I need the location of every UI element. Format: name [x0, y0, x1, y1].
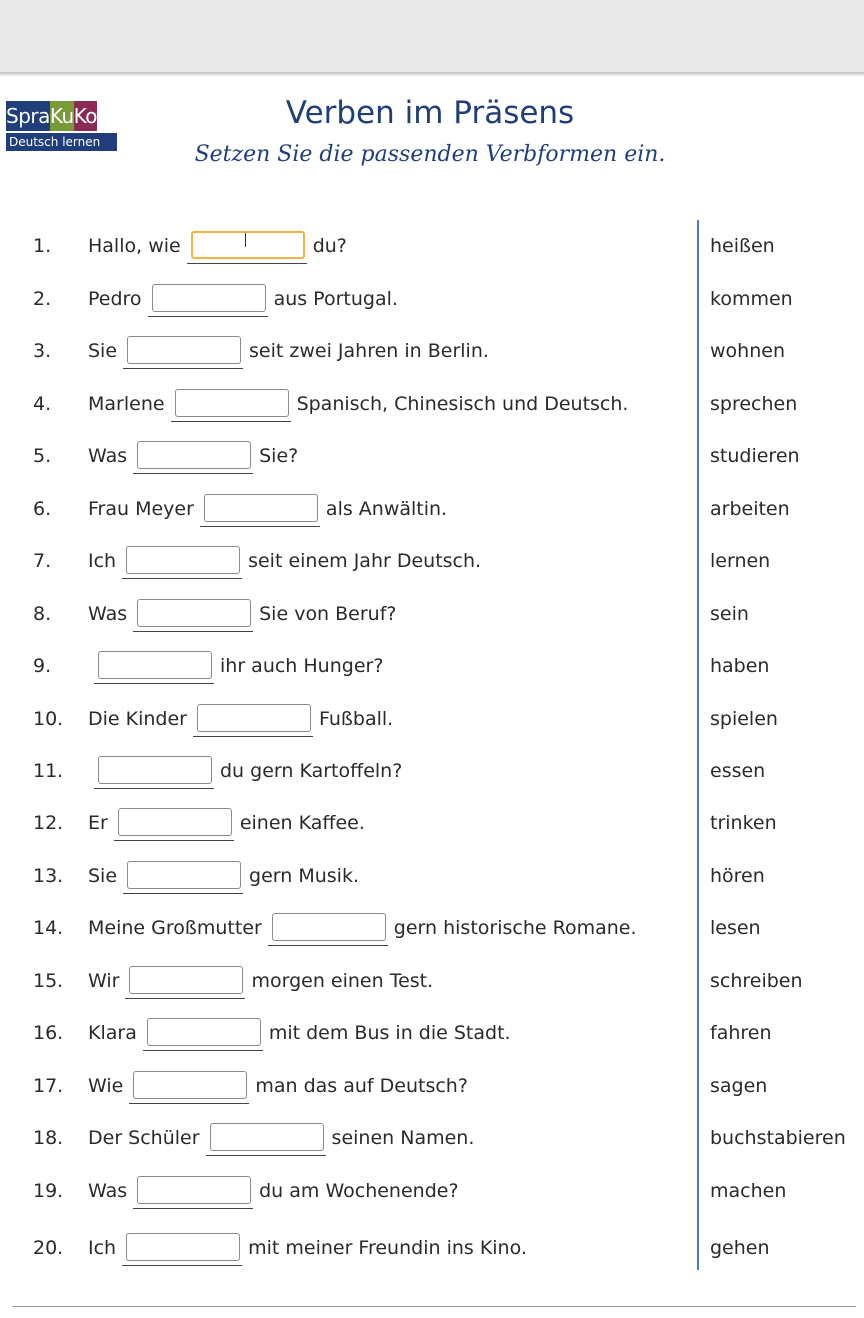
verb-answer-input[interactable] [175, 389, 289, 417]
verb-answer-input[interactable] [272, 913, 386, 941]
verb-answer-input[interactable] [126, 546, 240, 574]
infinitive-verb: hören [710, 865, 765, 887]
sentence-before-gap: Sie [88, 865, 118, 887]
sentence-after-gap: gern Musik. [249, 865, 359, 887]
sentence-before-gap: Sie [88, 340, 118, 362]
exercise-row [0, 1066, 864, 1106]
top-band-shadow [0, 72, 864, 77]
answer-gap [94, 754, 214, 789]
verb-answer-input[interactable] [137, 441, 251, 469]
exercise-number: 10. [33, 708, 64, 730]
exercise-row [0, 751, 864, 791]
exercise-row [0, 856, 864, 896]
infinitive-verb: wohnen [710, 340, 785, 362]
exercise-row [0, 489, 864, 529]
text-cursor [245, 233, 246, 247]
answer-gap [94, 649, 214, 684]
exercise-sentence [88, 1228, 527, 1268]
exercise-row [0, 436, 864, 476]
exercise-sentence [88, 803, 365, 843]
exercise-number: 14. [33, 917, 64, 939]
infinitive-verb: sprechen [710, 393, 798, 415]
sentence-after-gap: Sie? [259, 445, 299, 467]
answer-gap [123, 334, 243, 369]
exercise-row [0, 384, 864, 424]
exercise-number: 18. [33, 1127, 64, 1149]
sentence-before-gap: Pedro [88, 288, 142, 310]
infinitive-verb: lesen [710, 917, 761, 939]
infinitive-verb: schreiben [710, 970, 803, 992]
sentence-before-gap: Ich [88, 1237, 117, 1259]
sentence-after-gap: man das auf Deutsch? [255, 1075, 468, 1097]
exercise-sentence [88, 279, 398, 319]
sentence-before-gap: Was [88, 1180, 128, 1202]
exercise-sentence [88, 646, 383, 686]
exercise-row [0, 699, 864, 739]
sentence-before-gap: Wie [88, 1075, 124, 1097]
sentence-before-gap: Was [88, 603, 128, 625]
exercise-sentence [88, 1171, 459, 1211]
logo-wordmark [6, 101, 117, 131]
exercise-number: 15. [33, 970, 64, 992]
verb-answer-input[interactable] [210, 1123, 324, 1151]
top-gray-band [0, 0, 864, 72]
sentence-before-gap: Frau Meyer [88, 498, 194, 520]
exercise-sentence [88, 331, 489, 371]
instruction-text: Setzen Sie die passenden Verbformen ein. [194, 142, 666, 167]
infinitive-verb: kommen [710, 288, 793, 310]
answer-gap [200, 492, 320, 527]
verb-answer-input[interactable] [204, 494, 318, 522]
logo-subtitle: Deutsch lernen [6, 133, 117, 151]
sentence-after-gap: einen Kaffee. [239, 812, 365, 834]
verb-answer-input[interactable] [127, 861, 241, 889]
sentence-before-gap: Die Kinder [88, 708, 187, 730]
verb-answer-input[interactable] [118, 808, 232, 836]
answer-gap [171, 387, 291, 422]
infinitive-verb: arbeiten [710, 498, 790, 520]
exercise-sentence [88, 436, 298, 476]
logo-segment-ku: Ku [50, 101, 74, 131]
sentence-after-gap: gern historische Romane. [393, 917, 637, 939]
sentence-after-gap: Spanisch, Chinesisch und Deutsch. [296, 393, 629, 415]
exercise-number: 17. [33, 1075, 64, 1097]
exercise-row [0, 1171, 864, 1211]
exercise-sentence [88, 594, 397, 634]
answer-gap [114, 806, 234, 841]
verb-answer-input[interactable] [98, 756, 212, 784]
exercise-number: 20. [33, 1237, 64, 1259]
answer-gap [187, 229, 307, 264]
answer-gap [148, 282, 268, 317]
exercise-number: 12. [33, 812, 64, 834]
verb-answer-input[interactable] [137, 1176, 251, 1204]
exercise-row [0, 908, 864, 948]
answer-gap [206, 1121, 326, 1156]
infinitive-verb: gehen [710, 1237, 770, 1259]
answer-gap [123, 859, 243, 894]
sentence-after-gap: als Anwältin. [325, 498, 448, 520]
verb-answer-input[interactable] [133, 1071, 247, 1099]
sentence-after-gap: seit einem Jahr Deutsch. [248, 550, 482, 572]
exercise-row [0, 646, 864, 686]
verb-answer-input[interactable] [98, 651, 212, 679]
exercise-row [0, 1013, 864, 1053]
sentence-after-gap: aus Portugal. [273, 288, 398, 310]
infinitive-verb: heißen [710, 235, 775, 257]
verb-answer-input[interactable] [147, 1018, 261, 1046]
sentence-before-gap: Was [88, 445, 128, 467]
sentence-before-gap: Marlene [88, 393, 165, 415]
sentence-before-gap: Ich [88, 550, 117, 572]
logo-segment-spra: Spra [6, 101, 50, 131]
infinitive-verb: sagen [710, 1075, 768, 1097]
exercise-sentence [88, 699, 393, 739]
verb-answer-input[interactable] [137, 599, 251, 627]
sentence-before-gap: Hallo, wie [88, 235, 181, 257]
sentence-before-gap: Er [88, 812, 108, 834]
answer-gap [122, 544, 242, 579]
exercise-number: 9. [33, 655, 52, 677]
bottom-divider [12, 1306, 856, 1307]
verb-answer-input[interactable] [129, 966, 243, 994]
sentence-before-gap: Wir [88, 970, 120, 992]
verb-column-divider [697, 220, 699, 1270]
exercise-sentence [88, 1118, 474, 1158]
exercise-sentence [88, 961, 433, 1001]
exercise-sentence [88, 226, 347, 266]
verb-answer-input[interactable] [197, 704, 311, 732]
sentence-after-gap: du am Wochenende? [259, 1180, 459, 1202]
exercise-number: 7. [33, 550, 52, 572]
exercise-sentence [88, 489, 447, 529]
sentence-after-gap: Sie von Beruf? [259, 603, 397, 625]
infinitive-verb: spielen [710, 708, 778, 730]
verb-answer-input[interactable] [126, 1233, 240, 1261]
sentence-after-gap: du? [312, 235, 347, 257]
exercise-row [0, 1118, 864, 1158]
logo-segment-ko: Ko [74, 101, 97, 131]
exercise-row [0, 961, 864, 1001]
sentence-after-gap: seit zwei Jahren in Berlin. [249, 340, 489, 362]
exercise-row [0, 331, 864, 371]
sentence-after-gap: du gern Kartoffeln? [220, 760, 403, 782]
infinitive-verb: trinken [710, 812, 777, 834]
exercise-number: 6. [33, 498, 52, 520]
exercise-row [0, 279, 864, 319]
sentence-after-gap: mit meiner Freundin ins Kino. [248, 1237, 527, 1259]
exercise-sentence [88, 1066, 468, 1106]
infinitive-verb: buchstabieren [710, 1127, 846, 1149]
exercise-number: 4. [33, 393, 52, 415]
answer-gap [125, 964, 245, 999]
exercise-row [0, 1228, 864, 1268]
infinitive-verb: essen [710, 760, 766, 782]
verb-answer-input[interactable] [191, 231, 305, 259]
sprakuko-logo [6, 101, 117, 153]
answer-gap [143, 1016, 263, 1051]
exercise-sentence [88, 751, 402, 791]
answer-gap [122, 1231, 242, 1266]
sentence-after-gap: ihr auch Hunger? [220, 655, 384, 677]
exercise-sentence [88, 908, 637, 948]
infinitive-verb: sein [710, 603, 749, 625]
answer-gap [133, 597, 253, 632]
infinitive-verb: studieren [710, 445, 800, 467]
answer-gap [133, 1174, 253, 1209]
sentence-before-gap: Meine Großmutter [88, 917, 262, 939]
exercise-sentence [88, 541, 481, 581]
page-title: Verben im Präsens [285, 95, 575, 131]
sentence-after-gap: morgen einen Test. [251, 970, 434, 992]
exercise-number: 5. [33, 445, 52, 467]
exercise-number: 8. [33, 603, 52, 625]
exercise-row [0, 226, 864, 266]
infinitive-verb: lernen [710, 550, 771, 572]
exercise-number: 3. [33, 340, 52, 362]
sentence-after-gap: mit dem Bus in die Stadt. [268, 1022, 511, 1044]
sentence-after-gap: Fußball. [318, 708, 394, 730]
verb-answer-input[interactable] [127, 336, 241, 364]
answer-gap [133, 439, 253, 474]
exercise-sentence [88, 856, 359, 896]
exercise-sentence [88, 1013, 511, 1053]
infinitive-verb: haben [710, 655, 770, 677]
exercise-number: 11. [33, 760, 64, 782]
exercise-number: 16. [33, 1022, 64, 1044]
infinitive-verb: machen [710, 1180, 787, 1202]
exercise-number: 2. [33, 288, 52, 310]
answer-gap [129, 1069, 249, 1104]
sentence-before-gap: Der Schüler [88, 1127, 200, 1149]
exercise-row [0, 541, 864, 581]
exercise-row [0, 803, 864, 843]
answer-gap [193, 702, 313, 737]
sentence-after-gap: seinen Namen. [331, 1127, 475, 1149]
answer-gap [268, 911, 388, 946]
exercise-sentence [88, 384, 628, 424]
verb-answer-input[interactable] [152, 284, 266, 312]
infinitive-verb: fahren [710, 1022, 772, 1044]
exercise-number: 1. [33, 235, 52, 257]
exercise-number: 19. [33, 1180, 64, 1202]
exercise-number: 13. [33, 865, 64, 887]
sentence-before-gap: Klara [88, 1022, 137, 1044]
exercise-row [0, 594, 864, 634]
